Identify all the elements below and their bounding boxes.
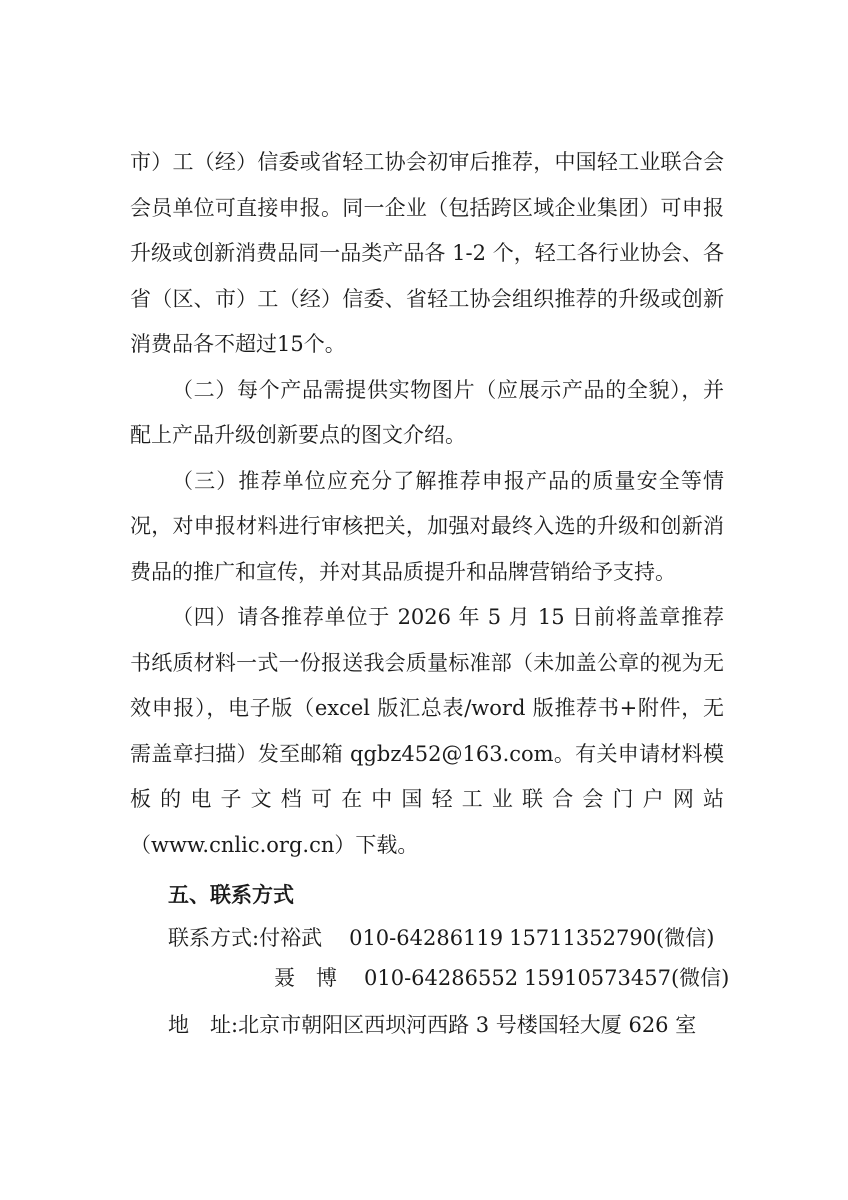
paragraph-item-3: （三）推荐单位应充分了解推荐申报产品的质量安全等情况，对申报材料进行审核把关，加强对最终入选的升级和创新消费品的推广和宣传，并对其品质提升和品牌营销给予支持。 [130,468,724,584]
paragraph-item-2: （二）每个产品需提供实物图片（应展示产品的全貌），并配上产品升级创新要点的图文介绍。 [130,377,724,447]
body-text [130,140,724,868]
address-row [168,1005,696,1045]
contact-row-2 [168,958,729,998]
contact-mobile: 15910573457(微信) [524,966,730,990]
contact-mobile: 15711352790(微信) [509,926,715,950]
contact-row-1 [168,918,714,958]
contact-phone: 010-64286552 [364,966,519,990]
paragraph-continuation: 市）工（经）信委或省轻工协会初审后推荐，中国轻工业联合会会员单位可直接申报。同一企业（包括跨区域企业集团）可申报升级或创新消费品同一品类产品各 1-2 个，轻工各行业协会、各省（区、市）工（经）信委、省轻工协会组织推荐的升级或创新消费品各不超过15个。 [130,150,724,356]
address-value: 北京市朝阳区西坝河西路 3 号楼国轻大厦 626 室 [238,1013,697,1037]
contact-name: 聂 博 [274,966,337,990]
contact-phone: 010-64286119 [349,926,504,950]
contact-name: 付裕武 [259,926,323,950]
contact-label: 联系方式: [168,926,260,950]
address-label: 地 址: [168,1013,239,1037]
paragraph-item-4: （四）请各推荐单位于 2026 年 5 月 15 日前将盖章推荐书纸质材料一式一份报送我会质量标准部（未加盖公章的视为无效申报），电子版（excel 版汇总表/word 版推荐书+附件，无需盖章扫描）发至邮箱 qgbz452@163.com。有关申请材料模板的电子文档可在中国轻工业联合会门户网站（www.cnlic.org.cn）下载。 [130,605,724,857]
section-heading: 五、联系方式 [168,883,294,907]
